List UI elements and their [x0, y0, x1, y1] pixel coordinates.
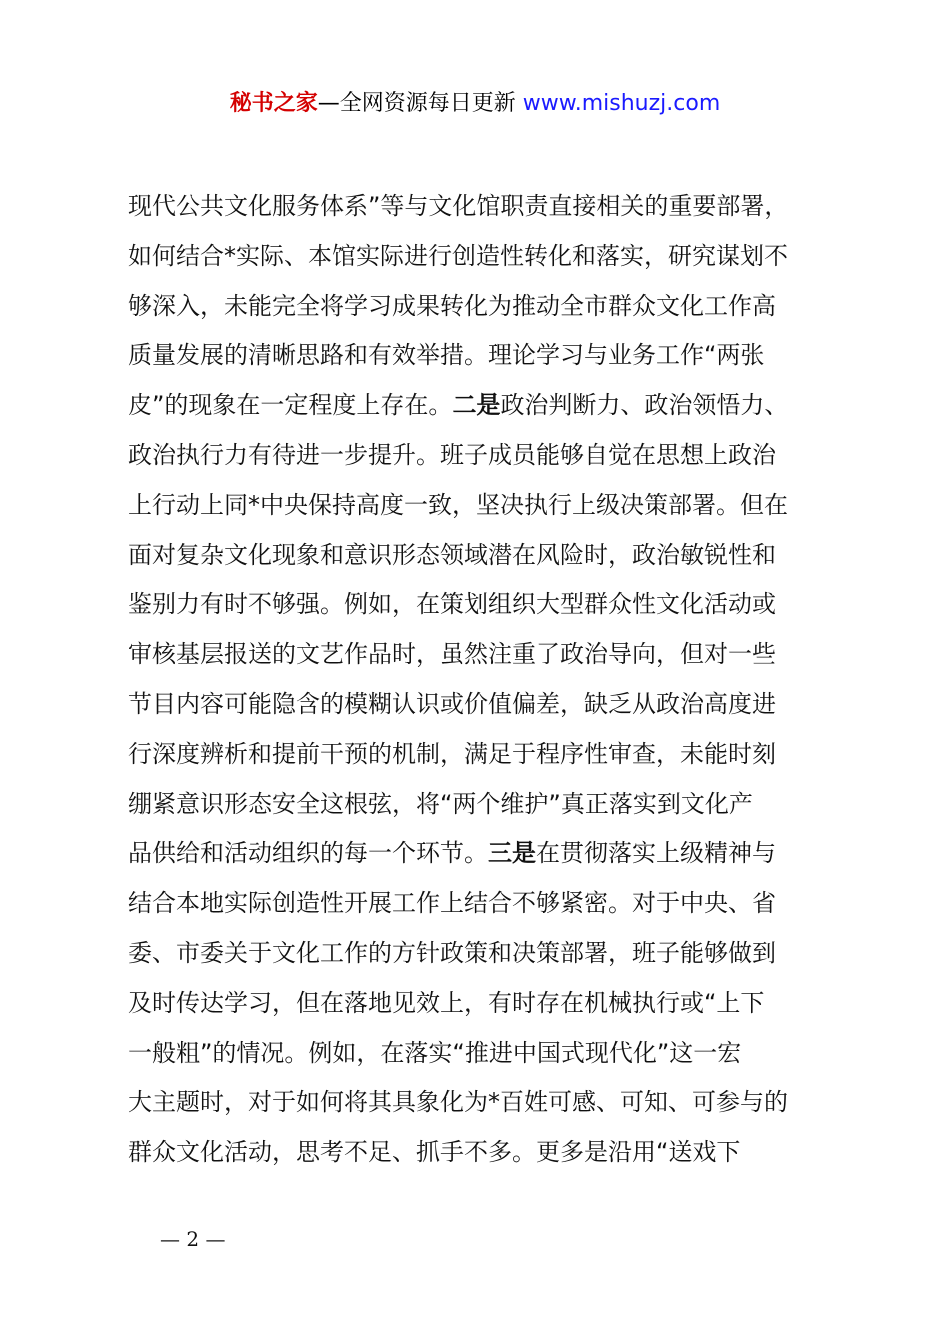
text-line: 审核基层报送的文艺作品时，虽然注重了政治导向，但对一些: [128, 640, 776, 669]
text-segment: 皮”的现象在一定程度上存在。: [128, 391, 453, 420]
text-line: 够深入，未能完全将学习成果转化为推动全市群众文化工作高: [128, 291, 776, 320]
text-line: 绷紧意识形态安全这根弦，将“两个维护”真正落实到文化产: [128, 789, 753, 818]
text-line: 结合本地实际创造性开展工作上结合不够紧密。对于中央、省: [128, 889, 776, 918]
header-site-url[interactable]: www.mishuzj.com: [522, 91, 721, 116]
text-line: 如何结合*实际、本馆实际进行创造性转化和落实，研究谋划不: [128, 241, 788, 270]
text-line: 一般粗”的情况。例如，在落实“推进中国式现代化”这一宏: [128, 1038, 742, 1067]
text-line: 质量发展的清晰思路和有效举措。理论学习与业务工作“两张: [128, 341, 765, 370]
text-line: 群众文化活动，思考不足、抓手不多。更多是沿用“送戏下: [128, 1138, 741, 1167]
text-line: [128, 381, 848, 431]
text-line: 及时传达学习，但在落地见效上，有时存在机械执行或“上下: [128, 988, 765, 1017]
text-line: 鉴别力有时不够强。例如，在策划组织大型群众性文化活动或: [128, 590, 776, 619]
text-line: 大主题时，对于如何将其具象化为*百姓可感、可知、可参与的: [128, 1088, 788, 1117]
text-line: 政治执行力有待进一步提升。班子成员能够自觉在思想上政治: [128, 440, 776, 469]
text-line: 节目内容可能隐含的模糊认识或价值偏差，缺乏从政治高度进: [128, 689, 776, 718]
page-header: [0, 88, 950, 120]
text-line: 现代公共文化服务体系”等与文化馆职责直接相关的重要部署，: [128, 192, 789, 220]
text-line: 行深度辨析和提前干预的机制，满足于程序性审查，未能时刻: [128, 739, 776, 768]
text-line: 面对复杂文化现象和意识形态领域潜在风险时，政治敏锐性和: [128, 540, 776, 569]
text-segment: 在贯彻落实上级精神与: [536, 839, 776, 868]
text-line: 委、市委关于文化工作的方针政策和决策部署，班子能够做到: [128, 938, 776, 967]
text-line: [128, 829, 848, 879]
emphasis-second-point: 二是: [452, 391, 501, 420]
header-tagline: —全网资源每日更新: [317, 91, 523, 116]
body-paragraph: [128, 182, 848, 1178]
emphasis-third-point: 三是: [488, 839, 536, 868]
text-segment: 政治判断力、政治领悟力、: [500, 391, 789, 420]
header-brand: 秘书之家: [229, 91, 318, 116]
text-segment: 品供给和活动组织的每一个环节。: [128, 839, 488, 868]
page-number: — 2 —: [160, 1227, 226, 1251]
text-line: 上行动上同*中央保持高度一致，坚决执行上级决策部署。但在: [128, 490, 788, 519]
